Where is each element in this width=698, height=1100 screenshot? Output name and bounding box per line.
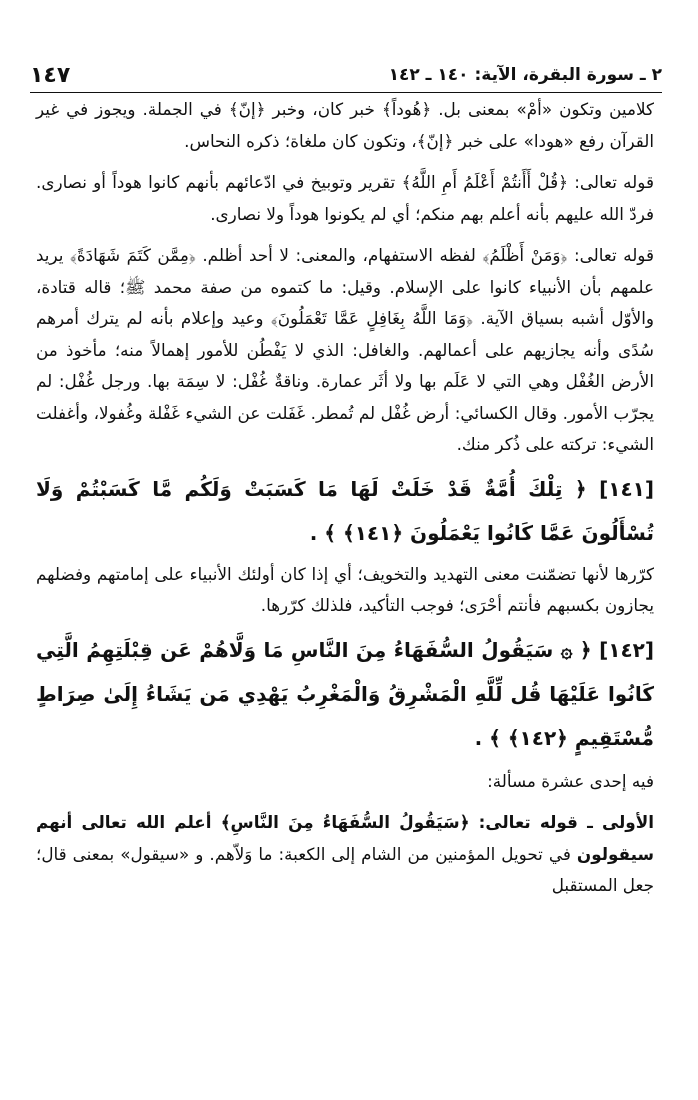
verse-number: [١٤٢]	[599, 637, 654, 662]
first-issue-lead: الأولى ـ قوله تعالى: ﴿سَيَقُولُ السُّفَهَاءُ مِنَ النَّاسِ﴾ أعلم الله تعالى أنهم سيقولون	[36, 812, 654, 864]
first-issue-text: في تحويل المؤمنين من الشام إلى الكعبة: ما وَلاّهم. و «سيقول» بمعنى قال؛ جعل المستقبل	[36, 843, 654, 895]
chapter-title: ٢ ـ سورة البقرة، الآية: ١٤٠ ـ ١٤٢	[388, 65, 662, 85]
issues-heading: فيه إحدى عشرة مسألة:	[487, 770, 654, 791]
paragraph-repetition: كرّرها لأنها تضمّنت معنى التهديد والتخويف؛ أي إذا كان أولئك الأنبياء على إمامتهم وفضلهم يجازون بكسبهم فأنتم أحْرَى؛ فوجب التأكيد، فلذلك كرّرها.	[36, 563, 654, 615]
running-header	[30, 58, 662, 93]
verse-text: ﴿ ۞ سَيَقُولُ السُّفَهَاءُ مِنَ النَّاسِ مَا وَلَّاهُمْ عَن قِبْلَتِهِمُ الَّتِي كَانُوا عَلَيْهَا قُل لِّلَّهِ الْمَشْرِقُ وَالْمَغْرِبُ يَهْدِي مَن يَشَاءُ إِلَىٰ صِرَاطٍ مُّسْتَقِيمٍ ﴿١٤٢﴾ ﴾ .	[36, 637, 654, 750]
verse-142	[36, 628, 654, 760]
paragraph-first-issue	[36, 807, 654, 902]
paragraph-grammar: كلامين وتكون «أمْ» بمعنى بل. ﴿هُوداً﴾ خبر كان، وخبر ﴿إنّ﴾ في الجملة. ويجوز في غير القرآن رفع «هودا» على خبر ﴿إنّ﴾، وتكون كان ملغاة؛ ذكره النحاس.	[36, 99, 654, 151]
page-body	[36, 94, 654, 902]
verse-text: ﴿ تِلْكَ أُمَّةٌ قَدْ خَلَتْ لَهَا مَا كَسَبَتْ وَلَكُم مَّا كَسَبْتُمْ وَلَا تُسْأَلُونَ عَمَّا كَانُوا يَعْمَلُونَ ﴿١٤١﴾ ﴾ .	[36, 476, 654, 545]
page-number: ١٤٧	[30, 62, 71, 88]
verse-number: [١٤١]	[599, 476, 654, 501]
verse-141	[36, 467, 654, 555]
paragraph-wa-man-azlam: قوله تعالى: ﴿وَمَنْ أَظْلَمُ﴾ لفظه الاستفهام، والمعنى: لا أحد أظلم. ﴿مِمَّن كَتَمَ شَهَادَةً﴾ يريد علمهم بأن الأنبياء كانوا على الإسلام. وقيل: ما كتموه من صفة محمد ﷺ؛ قاله قتادة، والأوّل أشبه بسياق الآية. ﴿وَمَا اللَّهُ بِغَافِلٍ عَمَّا تَعْمَلُونَ﴾ وعيد وإعلام بأنه لم يترك أمرهم سُدًى وأنه يجازيهم على أعمالهم. والغافل: الذي لا يَفْطُن للأمور إهمالاً منه؛ مأخوذ من الأرض الغُفْل وهي التي لا عَلَم بها ولا أثَر عمارة. وناقةٌ غُفْل: لا سِمَة بها. ورجل غُفْل: لم يجرّب الأمور. وقال الكسائي: أرض غُفْل لم تُمطر. غَفَلت عن الشيء غَفْلة وغُفولا، وأغفلت الشيء: تركته على ذُكر منك.	[36, 245, 654, 454]
paragraph-qul-antum: قوله تعالى: ﴿قُلْ أَأَنتُمْ أَعْلَمُ أَمِ اللَّهُ﴾ تقرير وتوبيخ في ادّعائهم بأنهم كانوا هوداً أو نصارى. فردّ الله عليهم بأنه أعلم بهم منكم؛ أي لم يكونوا هوداً ولا نصارى.	[36, 172, 654, 224]
